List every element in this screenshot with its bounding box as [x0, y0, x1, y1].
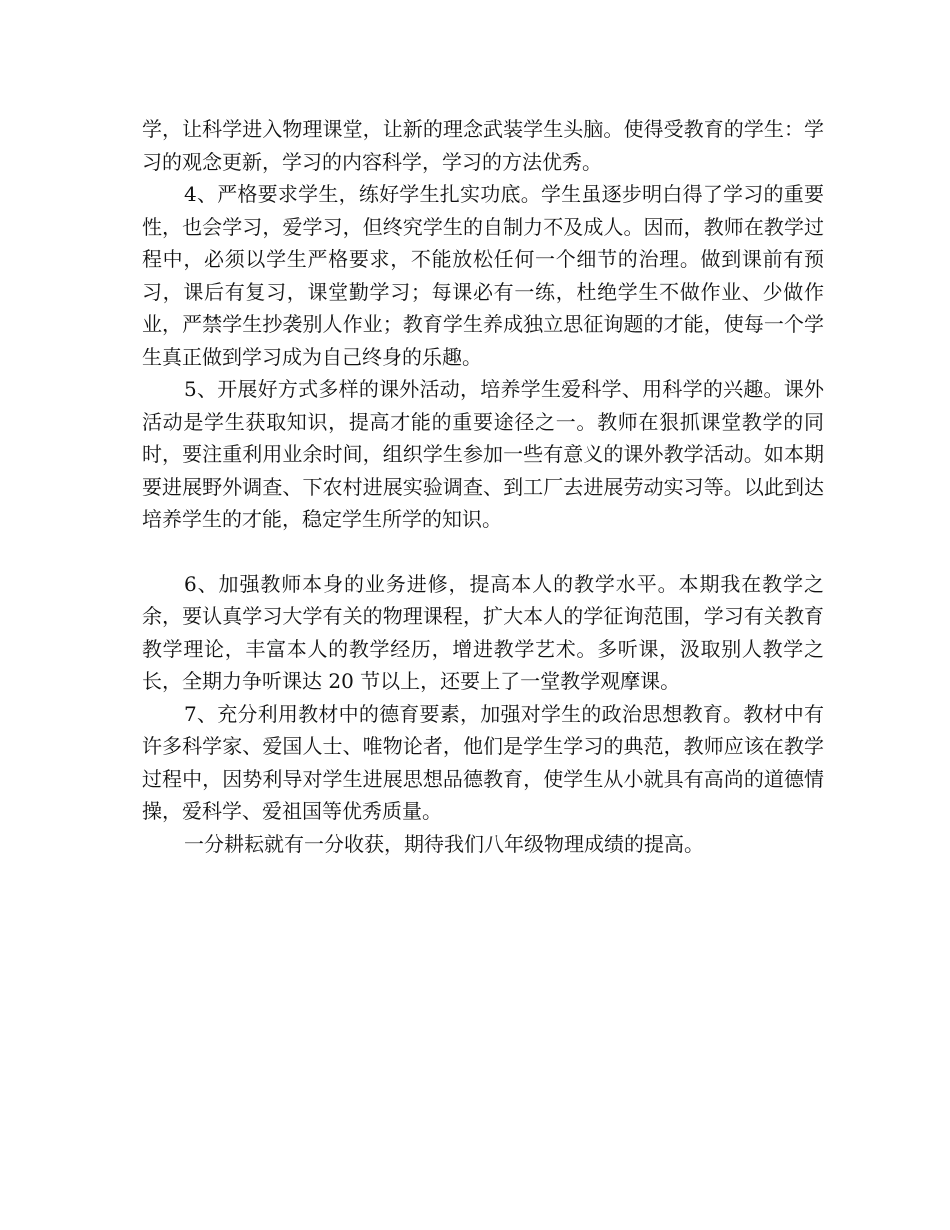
paragraph-item-7: 7、充分利用教材中的德育要素，加强对学生的政治思想教育。教材中有许多科学家、爱国人士、唯物论者，他们是学生学习的典范，教师应该在教学过程中，因势利导对学生进展思想品德教育，使学生从小就具有高尚的道德情操，爱科学、爱祖国等优秀质量。	[142, 701, 824, 823]
document-body	[142, 113, 824, 860]
paragraph-item-5: 5、开展好方式多样的课外活动，培养学生爱科学、用科学的兴趣。课外活动是学生获取知识，提高才能的重要途径之一。教师在狠抓课堂教学的同时，要注重利用业余时间，组织学生参加一些有意义的课外教学活动。如本期要进展野外调查、下农村进展实验调查、到工厂去进展劳动实习等。以此到达培养学生的才能，稳定学生所学的知识。	[142, 377, 824, 531]
paragraph-continuation: 学，让科学进入物理课堂，让新的理念武装学生头脑。使得受教育的学生：学习的观念更新，学习的内容科学，学习的方法优秀。	[142, 117, 824, 174]
paragraph-item-4: 4、严格要求学生，练好学生扎实功底。学生虽逐步明白得了学习的重要性，也会学习，爱学习，但终究学生的自制力不及成人。因而，教师在教学过程中，必须以学生严格要求，不能放松任何一个细节的治理。做到课前有预习，课后有复习，课堂勤学习；每课必有一练，杜绝学生不做作业、少做作业，严禁学生抄袭别人作业；教育学生养成独立思征询题的才能，使每一个学生真正做到学习成为自己终身的乐趣。	[142, 182, 824, 369]
paragraph-item-6: 6、加强教师本身的业务进修，提高本人的教学水平。本期我在教学之余，要认真学习大学有关的物理课程，扩大本人的学征询范围，学习有关教育教学理论，丰富本人的教学经历，增进教学艺术。多听课，汲取别人教学之长，全期力争听课达 20 节以上，还要上了一堂教学观摩课。	[142, 571, 824, 693]
paragraph-closing: 一分耕耘就有一分收获，期待我们八年级物理成绩的提高。	[184, 831, 704, 856]
